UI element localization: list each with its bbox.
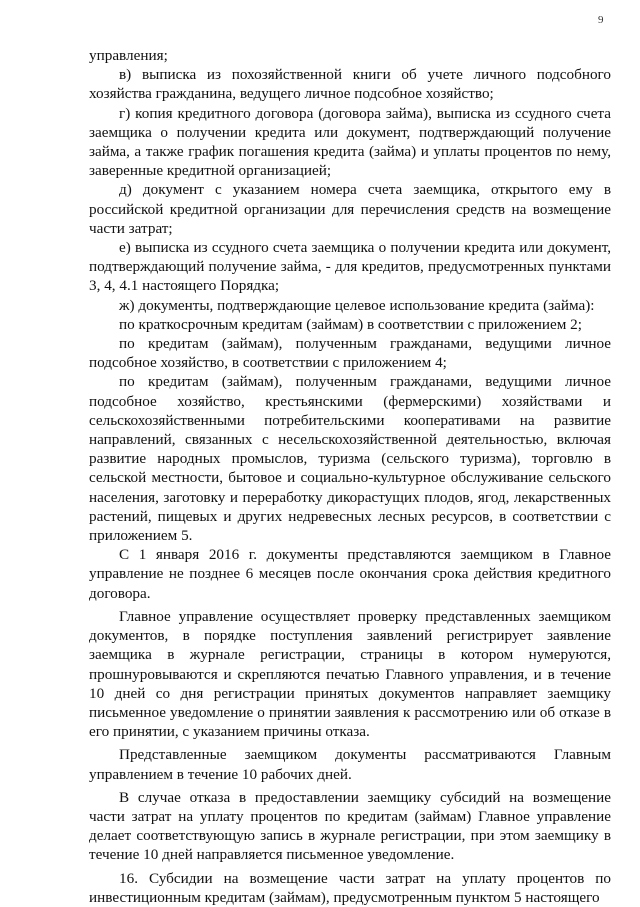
page-number: 9 (598, 14, 604, 26)
paragraph: Главное управление осуществляет проверку представленных заемщиком документов, в порядке поступления заявлений регистрирует заявление заемщика в журнале регистрации, страницы в котором нумеруются, прошнуровываются и скрепляются печатью Главного управления, и в течение 10 дней со дня регистрации принятых документов направляет заемщику письменное уведомление о принятии заявления к рассмотрению или об отказе в его принятии, с указанием причины отказа. (89, 607, 611, 741)
paragraph: г) копия кредитного договора (договора займа), выписка из ссудного счета заемщика о получении кредита или документ, подтверждающий получение займа, а также график погашения кредита (займа) и уплаты процентов по нему, заверенные кредитной организацией; (89, 104, 611, 180)
paragraph: е) выписка из ссудного счета заемщика о получении кредита или документ, подтверждающий получение займа, - для кредитов, предусмотренных пунктами 3, 4, 4.1 настоящего Порядка; (89, 239, 611, 295)
document-body (89, 46, 611, 907)
paragraph: по кредитам (займам), полученным гражданами, ведущими личное подсобное хозяйство, в соответствии с приложением 4; (89, 335, 611, 372)
paragraph: Представленные заемщиком документы рассматриваются Главным управлением в течение 10 рабочих дней. (89, 746, 611, 783)
paragraph: С 1 января 2016 г. документы представляются заемщиком в Главное управление не позднее 6 месяцев после окончания срока действия кредитного договора. (89, 546, 611, 602)
paragraph: управления; (89, 47, 168, 64)
paragraph: В случае отказа в предоставлении заемщику субсидий на возмещение части затрат на уплату процентов по кредитам (займам) Главное управление делает соответствующую запись в журнале регистрации, при этом заемщику в течение 10 дней направляется письменное уведомление. (89, 788, 611, 864)
paragraph: по кредитам (займам), полученным гражданами, ведущими личное подсобное хозяйство, крестьянскими (фермерскими) хозяйствами и сельскохозяйственными потребительскими кооперативами на развитие направлений, связанных с несельскохозяйственной деятельностью, включая развитие народных промыслов, туризма (сельского туризма), торговлю в сельской местности, бытовое и социально-культурное обслуживание сельского населения, заготовку и переработку дикорастущих плодов, ягод, лекарственных растений, пищевых и других недревесных лесных ресурсов, в соответствии с приложением 5. (89, 373, 611, 545)
paragraph: д) документ с указанием номера счета заемщика, открытого ему в российской кредитной организации для перечисления средств на возмещение части затрат; (89, 181, 611, 237)
paragraph: 16. Субсидии на возмещение части затрат на уплату процентов по инвестиционным кредитам (займам), предусмотренным пунктом 5 настоящего (89, 869, 611, 906)
paragraph: по краткосрочным кредитам (займам) в соответствии с приложением 2; (119, 315, 582, 333)
paragraph: в) выписка из похозяйственной книги об учете личного подсобного хозяйства гражданина, ведущего личное подсобное хозяйство; (89, 66, 611, 103)
paragraph: ж) документы, подтверждающие целевое использование кредита (займа): (119, 296, 595, 314)
